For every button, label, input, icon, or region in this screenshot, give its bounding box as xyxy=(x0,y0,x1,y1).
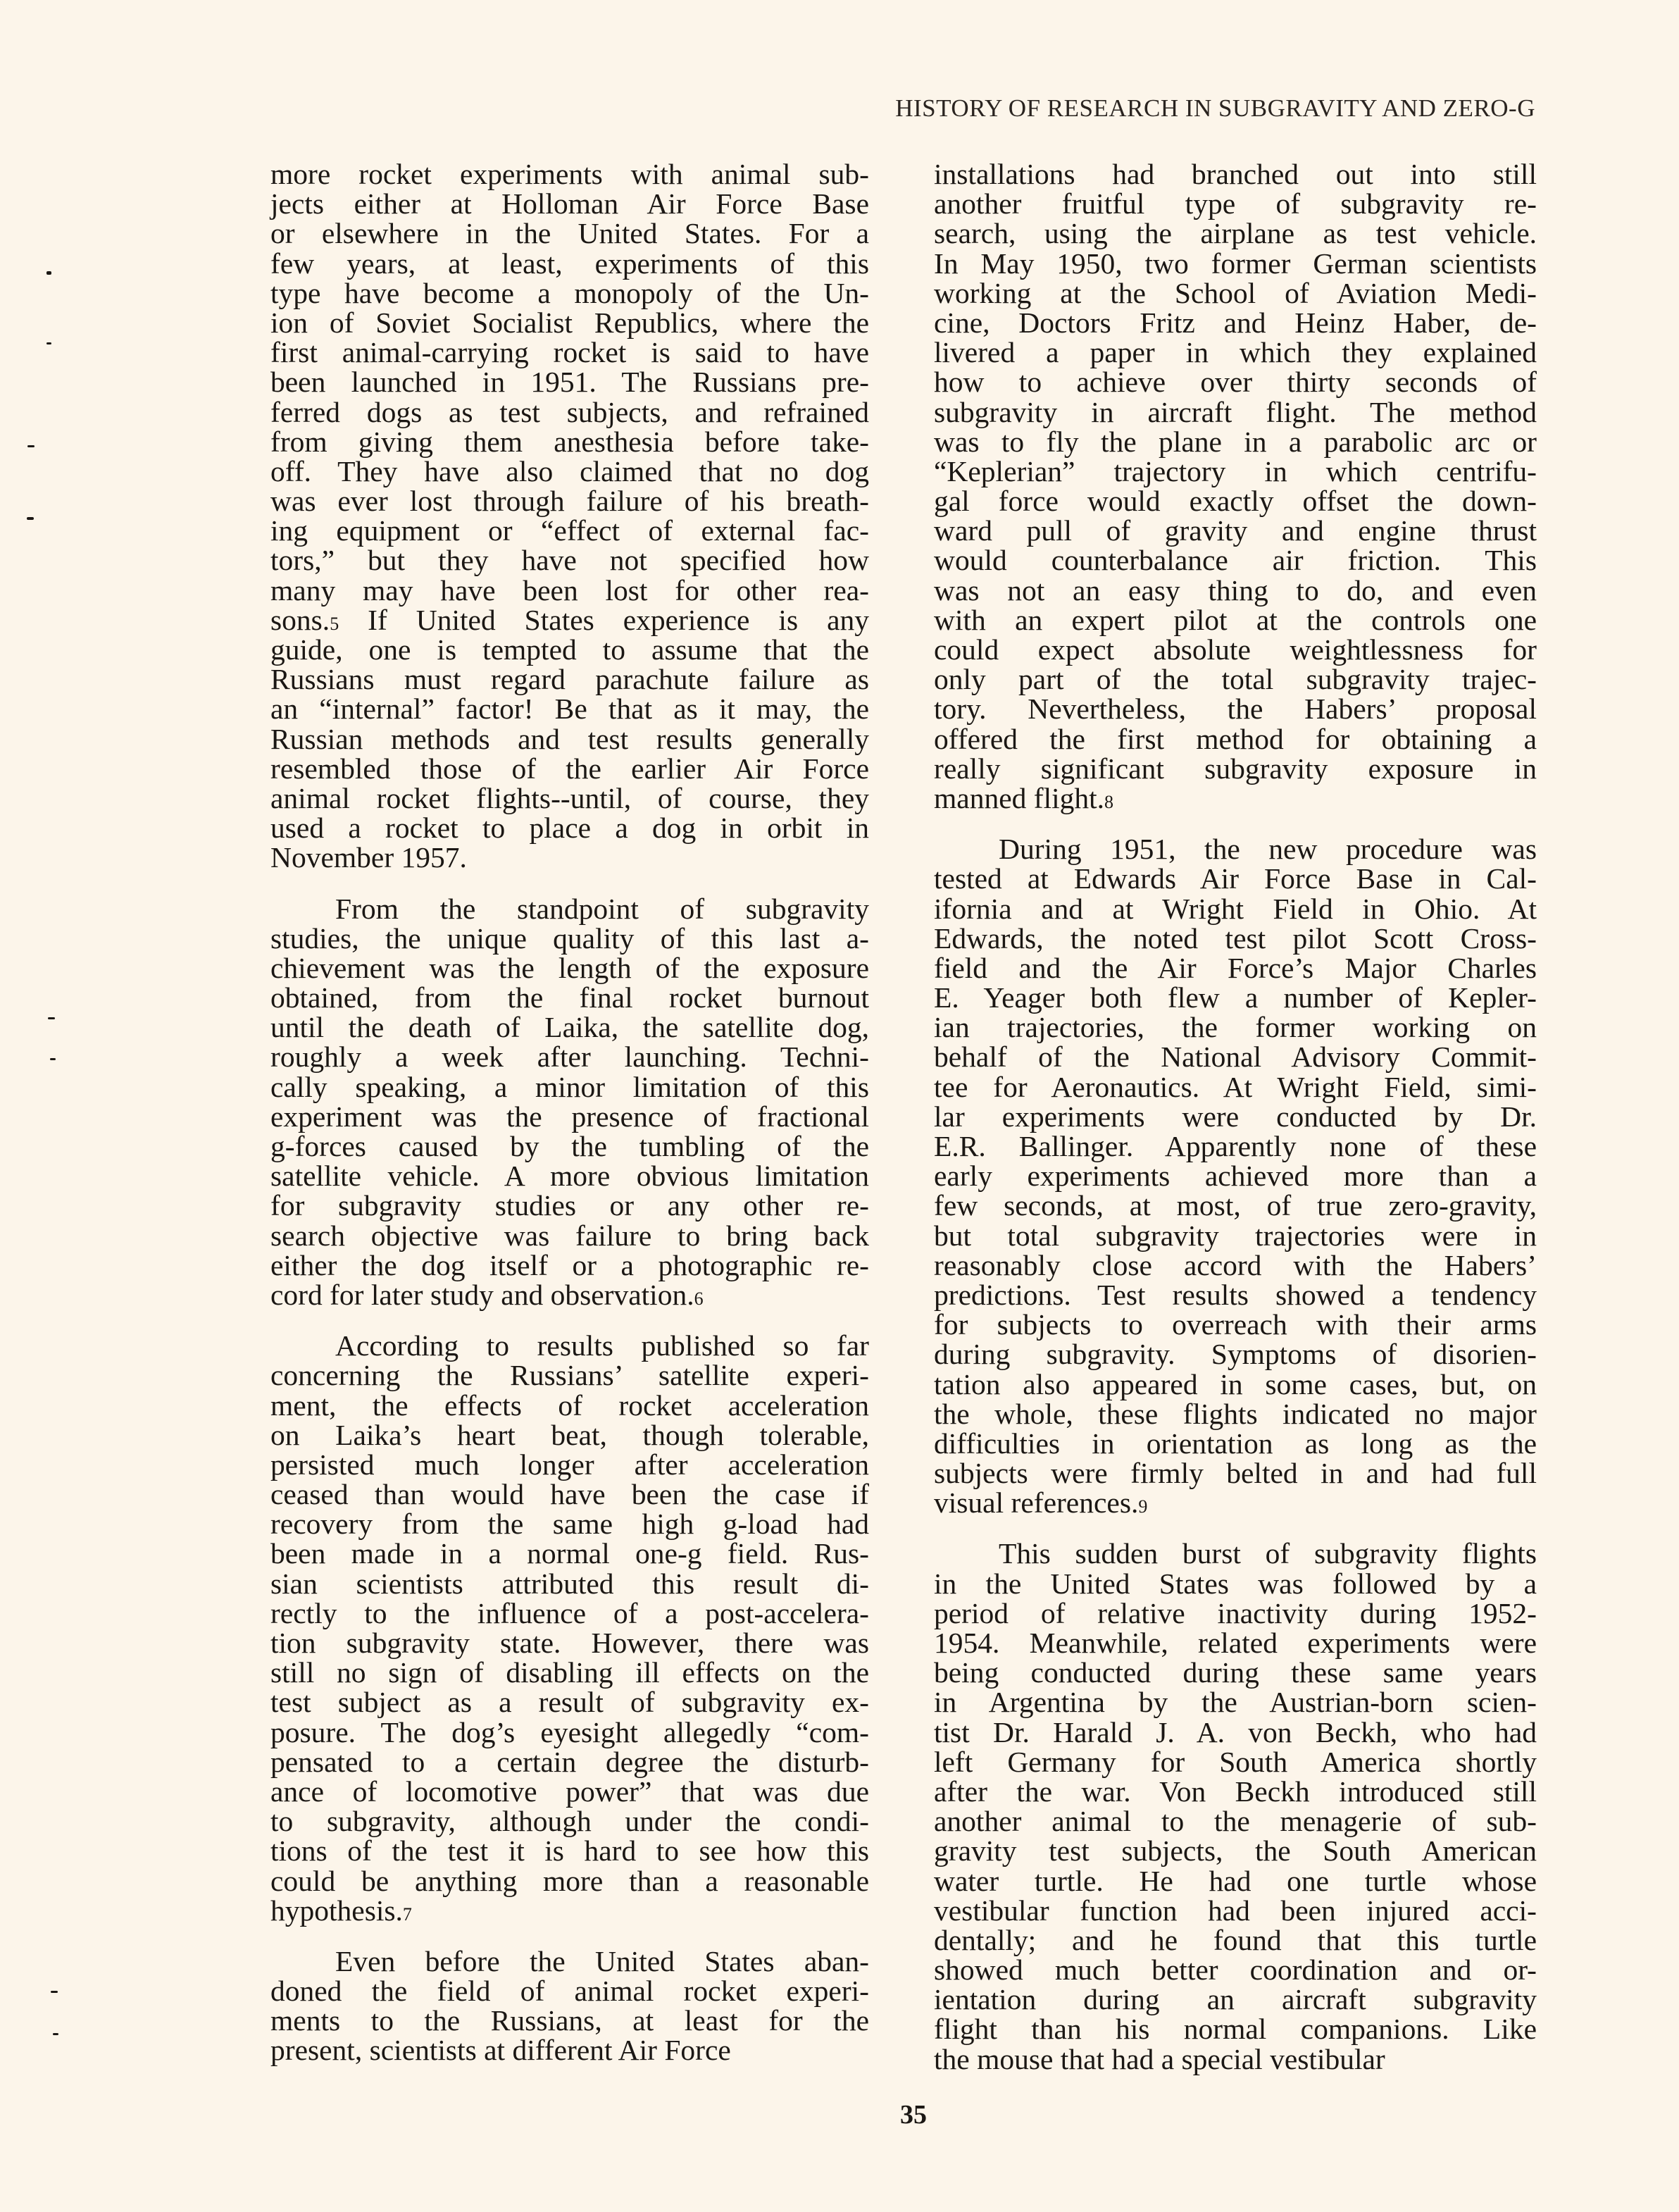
text-line-content: how to achieve over thirty seconds of xyxy=(934,366,1537,399)
text-line-content: was not an easy thing to do, and even xyxy=(934,573,1537,607)
text-line xyxy=(934,864,1537,893)
text-line xyxy=(270,2006,869,2035)
margin-speck xyxy=(27,517,34,520)
text-line xyxy=(934,1191,1537,1220)
text-line-content: still no sign of disabling ill effects on the xyxy=(270,1656,869,1689)
text-line-content: cord for later study and observation. xyxy=(270,1278,694,1311)
text-line xyxy=(934,397,1537,427)
text-line-content: flight than his normal companions. Like xyxy=(934,2013,1537,2046)
text-line-content: From the standpoint of subgravity xyxy=(335,892,869,925)
text-line xyxy=(934,1221,1537,1250)
text-line-content: ferred dogs as test subjects, and refrained xyxy=(270,395,869,428)
text-line-content: for subjects to overreach with their arms xyxy=(934,1308,1537,1341)
margin-speck xyxy=(46,342,51,344)
text-line-content: ments to the Russians, at least for the xyxy=(270,2004,869,2037)
text-line xyxy=(270,573,869,607)
text-line xyxy=(934,724,1537,754)
text-line-content: Russian methods and test results generally xyxy=(270,722,869,755)
text-line-content: few years, at least, experiments of this xyxy=(270,247,869,280)
text-line xyxy=(934,953,1537,983)
text-line xyxy=(934,834,1537,864)
text-line-content: early experiments achieved more than a xyxy=(934,1160,1537,1193)
text-line-content: g-forces caused by the tumbling of the xyxy=(270,1130,869,1162)
text-line-content: search, using the airplane as test vehicle. xyxy=(934,217,1537,250)
text-line xyxy=(934,456,1537,486)
text-line-content: concerning the Russians’ satellite experi- xyxy=(270,1359,869,1392)
text-line-content: 1954. Meanwhile, related experiments were xyxy=(934,1627,1537,1659)
text-line-content: ance of locomotive power” that was due xyxy=(270,1775,869,1808)
text-line-content: obtained, from the final rocket burnout xyxy=(270,981,869,1014)
text-line-content: ion of Soviet Socialist Republics, where the xyxy=(270,306,869,339)
text-line-content: working at the School of Aviation Medi- xyxy=(934,276,1537,309)
text-line xyxy=(934,1399,1537,1429)
text-line xyxy=(934,1717,1537,1747)
text-line-content: few seconds, at most, of true zero-gravity, xyxy=(934,1189,1537,1222)
paragraph xyxy=(270,1946,869,2065)
text-line xyxy=(934,1250,1537,1280)
text-line xyxy=(934,692,1537,726)
text-line xyxy=(934,783,1537,813)
text-line xyxy=(270,1658,869,1687)
text-line-content: water turtle. He had one turtle whose xyxy=(934,1864,1537,1897)
text-line-content: predictions. Test results showed a tendency xyxy=(934,1278,1537,1311)
text-line-content: only part of the total subgravity trajec- xyxy=(934,663,1537,696)
text-line-content: doned the field of animal rocket experi- xyxy=(270,1975,869,2008)
text-line-content: field and the Air Force’s Major Charles xyxy=(934,951,1537,984)
text-line xyxy=(270,516,869,545)
text-line xyxy=(270,1509,869,1539)
text-line xyxy=(934,1806,1537,1836)
text-line-content: behalf of the National Advisory Commit- xyxy=(934,1040,1537,1074)
text-line-content: was ever lost through failure of his breath- xyxy=(270,485,869,518)
text-line-content: visual references. xyxy=(934,1486,1139,1520)
text-line xyxy=(270,278,869,308)
text-line xyxy=(934,1834,1537,1868)
text-line xyxy=(934,1040,1537,1074)
text-line xyxy=(934,2044,1537,2074)
text-line xyxy=(270,894,869,924)
text-line-content: tested at Edwards Air Force Base in Cal- xyxy=(934,862,1537,895)
paragraph xyxy=(270,894,869,1310)
text-line-content: vestibular function had been injured acci- xyxy=(934,1894,1537,1927)
text-line xyxy=(270,486,869,516)
text-line xyxy=(934,427,1537,456)
text-line xyxy=(934,545,1537,575)
text-line-content: ing equipment or “effect of external fac- xyxy=(270,514,869,547)
margin-speck xyxy=(50,1058,56,1060)
paragraph xyxy=(934,159,1537,813)
text-line-content: gravity test subjects, the South American xyxy=(934,1834,1537,1868)
text-line-content: the mouse that had a special vestibular xyxy=(934,2042,1385,2075)
text-line xyxy=(934,1598,1537,1628)
text-line xyxy=(270,427,869,456)
text-line xyxy=(270,783,869,813)
text-line-content: left Germany for South America shortly xyxy=(934,1745,1537,1778)
paragraph xyxy=(270,159,869,873)
text-line xyxy=(934,486,1537,516)
text-line-segment: If United States experience is any xyxy=(339,603,869,636)
text-line-content: present, scientists at different Air Force xyxy=(270,2034,731,2067)
text-line xyxy=(934,308,1537,337)
text-line xyxy=(270,813,869,843)
text-line-content: satellite vehicle. A more obvious limitation xyxy=(270,1160,869,1193)
margin-speck xyxy=(53,2033,58,2035)
text-line-content: experiment was the presence of fractional xyxy=(270,1100,869,1133)
text-line xyxy=(270,1539,869,1568)
text-line xyxy=(270,843,869,872)
text-line xyxy=(270,983,869,1012)
text-line xyxy=(270,1569,869,1598)
text-line-content: period of relative inactivity during 1952- xyxy=(934,1596,1537,1629)
text-line xyxy=(934,1369,1537,1399)
text-line xyxy=(934,1984,1537,2014)
footnote-ref: 9 xyxy=(1138,1496,1148,1517)
text-line xyxy=(934,1569,1537,1598)
text-line xyxy=(934,1458,1537,1488)
text-line xyxy=(270,249,869,278)
text-line xyxy=(270,1012,869,1042)
text-line xyxy=(270,1250,869,1280)
footnote-ref: 8 xyxy=(1104,791,1114,812)
text-line-content: Even before the United States aban- xyxy=(335,1944,869,1977)
text-line-content: ment, the effects of rocket acceleration xyxy=(270,1388,869,1422)
text-line xyxy=(270,189,869,218)
text-line-content: tist Dr. Harald J. A. von Beckh, who had xyxy=(934,1715,1537,1748)
text-line xyxy=(934,1925,1537,1955)
text-line-content: Russians must regard parachute failure as xyxy=(270,663,869,696)
margin-speck xyxy=(46,271,51,275)
text-line xyxy=(270,1161,869,1191)
text-line xyxy=(934,249,1537,278)
margin-speck xyxy=(48,1017,55,1019)
text-line-content: or elsewhere in the United States. For a xyxy=(270,217,869,250)
text-line-content: really significant subgravity exposure in xyxy=(934,752,1537,785)
text-line-content: gal force would exactly offset the down- xyxy=(934,485,1537,518)
text-line xyxy=(934,1687,1537,1717)
text-line xyxy=(934,1658,1537,1687)
text-line xyxy=(934,367,1537,397)
text-line xyxy=(934,1072,1537,1102)
text-line xyxy=(934,635,1537,664)
text-line xyxy=(934,1339,1537,1369)
text-line xyxy=(270,1717,869,1747)
text-line xyxy=(934,1777,1537,1806)
text-line xyxy=(934,983,1537,1012)
text-line-content: offered the first method for obtaining a xyxy=(934,722,1537,755)
text-line xyxy=(270,1747,869,1777)
text-line-content: hypothesis. xyxy=(270,1894,403,1927)
text-line-content: studies, the unique quality of this last a- xyxy=(270,921,869,955)
text-line xyxy=(934,516,1537,545)
text-line-content: tors,” but they have not specified how xyxy=(270,544,869,577)
text-line-content: after the war. Von Beckh introduced still xyxy=(934,1775,1537,1808)
text-line-content: been launched in 1951. The Russians pre- xyxy=(270,366,869,399)
text-line-content: pensated to a certain degree the disturb- xyxy=(270,1745,869,1778)
text-line-content: search objective was failure to bring back xyxy=(270,1219,869,1252)
text-line-content: showed much better coordination and or- xyxy=(934,1953,1537,1987)
text-line-content: with an expert pilot at the controls one xyxy=(934,603,1537,636)
text-line-content: ientation during an aircraft subgravity xyxy=(934,1983,1537,2016)
text-line xyxy=(270,337,869,367)
text-line xyxy=(934,1161,1537,1191)
text-line-content: cine, Doctors Fritz and Heinz Haber, de- xyxy=(934,306,1537,339)
text-line-content: November 1957. xyxy=(270,841,467,874)
text-line-content: According to results published so far xyxy=(335,1329,869,1362)
paragraph xyxy=(934,1539,1537,2073)
text-line-content: another fruitful type of subgravity re- xyxy=(934,187,1537,220)
text-line xyxy=(270,1976,869,2006)
text-line xyxy=(934,1486,1537,1520)
text-line xyxy=(270,1420,869,1450)
text-line-content: In May 1950, two former German scientists xyxy=(934,247,1537,280)
footnote-ref: 5 xyxy=(330,613,339,634)
text-line-content: Edwards, the noted test pilot Scott Cross- xyxy=(934,921,1537,955)
text-line xyxy=(270,159,869,189)
text-line xyxy=(934,189,1537,218)
left-column xyxy=(270,159,869,2087)
text-line-content: “Keplerian” trajectory in which centrifu- xyxy=(934,454,1537,487)
text-line-content: until the death of Laika, the satellite dog, xyxy=(270,1011,869,1044)
text-line xyxy=(270,1450,869,1479)
text-line-content: posure. The dog’s eyesight allegedly “com- xyxy=(270,1715,869,1748)
text-line xyxy=(270,545,869,575)
text-line-content: but total subgravity trajectories were in xyxy=(934,1219,1537,1252)
text-line xyxy=(270,635,869,664)
text-line-segment: sons. xyxy=(270,603,330,636)
paragraph xyxy=(270,1331,869,1925)
text-line-content: difficulties in orientation as long as the xyxy=(934,1427,1537,1460)
text-line xyxy=(934,1102,1537,1131)
text-line xyxy=(934,1429,1537,1458)
text-line-content: manned flight. xyxy=(934,781,1105,814)
text-line xyxy=(270,456,869,486)
text-line xyxy=(270,1072,869,1102)
text-line xyxy=(934,337,1537,367)
text-line-content: could expect absolute weightlessness for xyxy=(934,633,1537,666)
text-line-content: being conducted during these same years xyxy=(934,1656,1537,1689)
text-line xyxy=(270,664,869,694)
text-line-content: subjects were firmly belted in and had full xyxy=(934,1457,1537,1490)
text-line-content: tation also appeared in some cases, but, on xyxy=(934,1367,1537,1400)
text-line xyxy=(270,1040,869,1074)
text-line-content: ward pull of gravity and engine thrust xyxy=(934,514,1537,547)
text-line xyxy=(934,921,1537,955)
text-line xyxy=(934,159,1537,189)
text-line-content: would counterbalance air friction. This xyxy=(934,544,1537,577)
text-line xyxy=(270,1806,869,1836)
text-line-content: animal rocket flights--until, of course, they xyxy=(270,781,869,814)
text-line-content: guide, one is tempted to assume that the xyxy=(270,633,869,666)
text-line-content: This sudden burst of subgravity flights xyxy=(999,1537,1537,1570)
text-line-content: tion subgravity state. However, there was xyxy=(270,1627,869,1659)
text-line xyxy=(934,605,1537,635)
text-line xyxy=(270,397,869,427)
text-line xyxy=(270,1866,869,1896)
text-line-content: E.R. Ballinger. Apparently none of these xyxy=(934,1130,1537,1162)
text-line xyxy=(934,754,1537,783)
text-line xyxy=(270,1946,869,1976)
text-line xyxy=(934,573,1537,607)
text-line-content: jects either at Holloman Air Force Base xyxy=(270,187,869,220)
text-line-content: many may have been lost for other rea- xyxy=(270,573,869,607)
text-line-content: ian trajectories, the former working on xyxy=(934,1011,1537,1044)
text-line xyxy=(934,664,1537,694)
text-line xyxy=(934,1628,1537,1658)
text-line xyxy=(270,1687,869,1717)
text-line-content: recovery from the same high g-load had xyxy=(270,1508,869,1541)
paragraph xyxy=(934,833,1537,1520)
text-line-content: first animal-carrying rocket is said to have xyxy=(270,336,869,369)
text-line-content: another animal to the menagerie of sub- xyxy=(934,1805,1537,1838)
text-line xyxy=(270,1896,869,1925)
text-line xyxy=(934,1896,1537,1925)
text-line xyxy=(270,1331,869,1360)
text-line-content: resembled those of the earlier Air Force xyxy=(270,752,869,785)
text-line xyxy=(270,724,869,754)
text-line-content: test subject as a result of subgravity ex- xyxy=(270,1686,869,1719)
text-line xyxy=(270,692,869,726)
text-line xyxy=(934,1953,1537,1987)
text-line xyxy=(934,1012,1537,1042)
text-line-content: used a rocket to place a dog in orbit in xyxy=(270,812,869,845)
text-line-content: subgravity in aircraft flight. The method xyxy=(934,395,1537,428)
text-line-content: on Laika’s heart beat, though tolerable, xyxy=(270,1418,869,1451)
text-line xyxy=(934,218,1537,248)
text-line xyxy=(270,1102,869,1131)
text-line xyxy=(934,1131,1537,1161)
text-line-content: could be anything more than a reasonable xyxy=(270,1864,869,1897)
text-line-content: either the dog itself or a photographic re- xyxy=(270,1248,869,1281)
text-line-content: dentally; and he found that this turtle xyxy=(934,1923,1537,1956)
text-line xyxy=(934,2014,1537,2044)
text-line xyxy=(270,1628,869,1658)
text-line-content: persisted much longer after acceleration xyxy=(270,1448,869,1481)
text-line-content: tions of the test it is hard to see how this xyxy=(270,1834,869,1868)
text-line xyxy=(934,1747,1537,1777)
text-line xyxy=(934,278,1537,308)
text-line-content: installations had branched out into still xyxy=(934,158,1537,190)
text-line-content: roughly a week after launching. Techni- xyxy=(270,1040,869,1074)
text-line xyxy=(270,367,869,397)
text-line-content: reasonably close accord with the Habers’ xyxy=(934,1248,1537,1281)
text-line-content: the whole, these flights indicated no major xyxy=(934,1397,1537,1430)
text-line xyxy=(270,1360,869,1390)
text-line xyxy=(934,894,1537,924)
text-line xyxy=(270,1388,869,1422)
text-line-content: from giving them anesthesia before take- xyxy=(270,425,869,458)
footnote-ref: 7 xyxy=(402,1903,412,1925)
text-line xyxy=(270,754,869,783)
footnote-ref: 6 xyxy=(694,1288,704,1309)
text-line xyxy=(934,1310,1537,1339)
margin-speck xyxy=(51,1991,58,1993)
text-line-content: livered a paper in which they explained xyxy=(934,336,1537,369)
text-line-content: E. Yeager both flew a number of Kepler- xyxy=(934,981,1537,1014)
text-line-content: was to fly the plane in a parabolic arc or xyxy=(934,425,1537,458)
text-line-content: in the United States was followed by a xyxy=(934,1567,1537,1600)
text-line-content: rectly to the influence of a post-accelera- xyxy=(270,1596,869,1629)
text-line-content: to subgravity, although under the condi- xyxy=(270,1805,869,1838)
text-line-content: during subgravity. Symptoms of disorien- xyxy=(934,1338,1537,1371)
text-line-content: for subgravity studies or any other re- xyxy=(270,1189,869,1222)
text-line xyxy=(270,1280,869,1310)
text-line xyxy=(270,1131,869,1161)
text-line-content: cally speaking, a minor limitation of this xyxy=(270,1070,869,1103)
text-line xyxy=(270,1221,869,1250)
text-line xyxy=(270,921,869,955)
text-line xyxy=(270,953,869,983)
text-line-content: ceased than would have been the case if xyxy=(270,1478,869,1511)
text-line xyxy=(934,1866,1537,1896)
text-line-content: an “internal” factor! Be that as it may, the xyxy=(270,692,869,726)
text-line-content: tory. Nevertheless, the Habers’ proposal xyxy=(934,692,1537,726)
text-line-content: During 1951, the new procedure was xyxy=(999,833,1537,866)
text-line xyxy=(270,1479,869,1509)
text-line-content: off. They have also claimed that no dog xyxy=(270,454,869,487)
text-line-content: more rocket experiments with animal sub- xyxy=(270,158,869,190)
text-line xyxy=(270,1598,869,1628)
text-line xyxy=(270,1777,869,1806)
text-line xyxy=(934,1539,1537,1568)
text-line-content: sian scientists attributed this result di- xyxy=(270,1567,869,1600)
text-line-content: tee for Aeronautics. At Wright Field, simi- xyxy=(934,1070,1537,1103)
text-line-content: ifornia and at Wright Field in Ohio. At xyxy=(934,892,1537,925)
text-line xyxy=(934,1280,1537,1310)
text-line-content: lar experiments were conducted by Dr. xyxy=(934,1100,1537,1133)
text-line-content: been made in a normal one-g field. Rus- xyxy=(270,1537,869,1570)
text-line xyxy=(270,605,869,635)
running-head: HISTORY OF RESEARCH IN SUBGRAVITY AND ZERO-G xyxy=(895,94,1535,122)
text-line xyxy=(270,308,869,337)
text-line xyxy=(270,1834,869,1868)
text-line xyxy=(270,1191,869,1220)
text-line xyxy=(270,218,869,248)
text-line-content: chievement was the length of the exposure xyxy=(270,951,869,984)
text-line xyxy=(270,2035,869,2065)
page-number: 35 xyxy=(900,2100,927,2130)
text-line-content: in Argentina by the Austrian-born scien- xyxy=(934,1686,1537,1719)
text-line-content: type have become a monopoly of the Un- xyxy=(270,276,869,309)
margin-speck xyxy=(27,445,35,447)
right-column xyxy=(934,159,1537,2095)
